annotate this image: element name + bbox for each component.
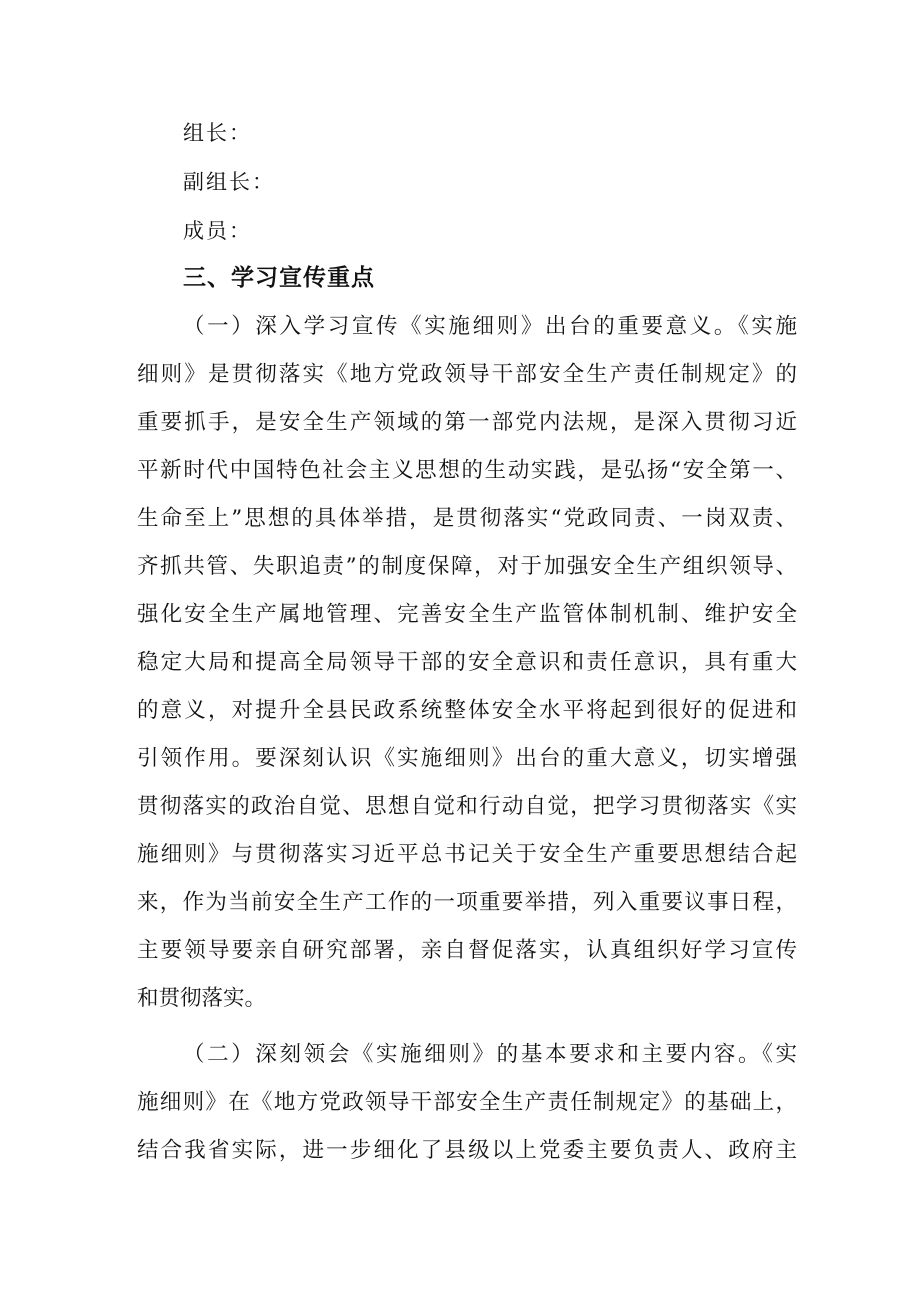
- paragraph-line: 的意义，对提升全县民政系统整体安全水平将起到很好的促进和: [137, 698, 797, 723]
- paragraph-line: 施细则》与贯彻落实习近平总书记关于安全生产重要思想结合起: [137, 842, 797, 867]
- paragraph-line: 生命至上”思想的具体举措，是贯彻落实“党政同责、一岗双责、: [137, 506, 797, 531]
- roster-members-label: 成员：: [183, 219, 252, 243]
- paragraph-line: 平新时代中国特色社会主义思想的生动实践，是弘扬“安全第一、: [137, 458, 797, 483]
- paragraph-line: 引领作用。要深刻认识《实施细则》出台的重大意义，切实增强: [137, 746, 797, 771]
- paragraph-line: 主要领导要亲自研究部署，亲自督促落实，认真组织好学习宣传: [137, 938, 797, 963]
- paragraph-line: 贯彻落实的政治自觉、思想自觉和行动自觉，把学习贯彻落实《实: [137, 794, 797, 819]
- section-heading: 三、学习宣传重点: [183, 265, 375, 291]
- paragraph-line: 施细则》在《地方党政领导干部安全生产责任制规定》的基础上，: [137, 1090, 797, 1115]
- paragraph-line: 稳定大局和提高全局领导干部的安全意识和责任意识，具有重大: [137, 650, 797, 675]
- paragraph-line: 来，作为当前安全生产工作的一项重要举措，列入重要议事日程，: [137, 890, 797, 915]
- paragraph-line: 结合我省实际，进一步细化了县级以上党委主要负责人、政府主: [137, 1138, 797, 1163]
- paragraph-line: 齐抓共管、失职追责”的制度保障，对于加强安全生产组织领导、: [137, 554, 797, 579]
- paragraph-line: 重要抓手，是安全生产领域的第一部党内法规，是深入贯彻习近: [137, 410, 797, 435]
- paragraph-line: 和贯彻落实。: [137, 986, 267, 1011]
- roster-leader-label: 组长：: [183, 121, 252, 145]
- paragraph-line: （二）深刻领会《实施细则》的基本要求和主要内容。《实: [183, 1042, 797, 1067]
- roster-deputy-label: 副组长：: [183, 170, 275, 194]
- paragraph-line: 强化安全生产属地管理、完善安全生产监管体制机制、维护安全: [137, 602, 797, 627]
- paragraph-line: 细则》是贯彻落实《地方党政领导干部安全生产责任制规定》的: [137, 362, 797, 387]
- paragraph-line: （一）深入学习宣传《实施细则》出台的重要意义。《实施: [183, 314, 797, 339]
